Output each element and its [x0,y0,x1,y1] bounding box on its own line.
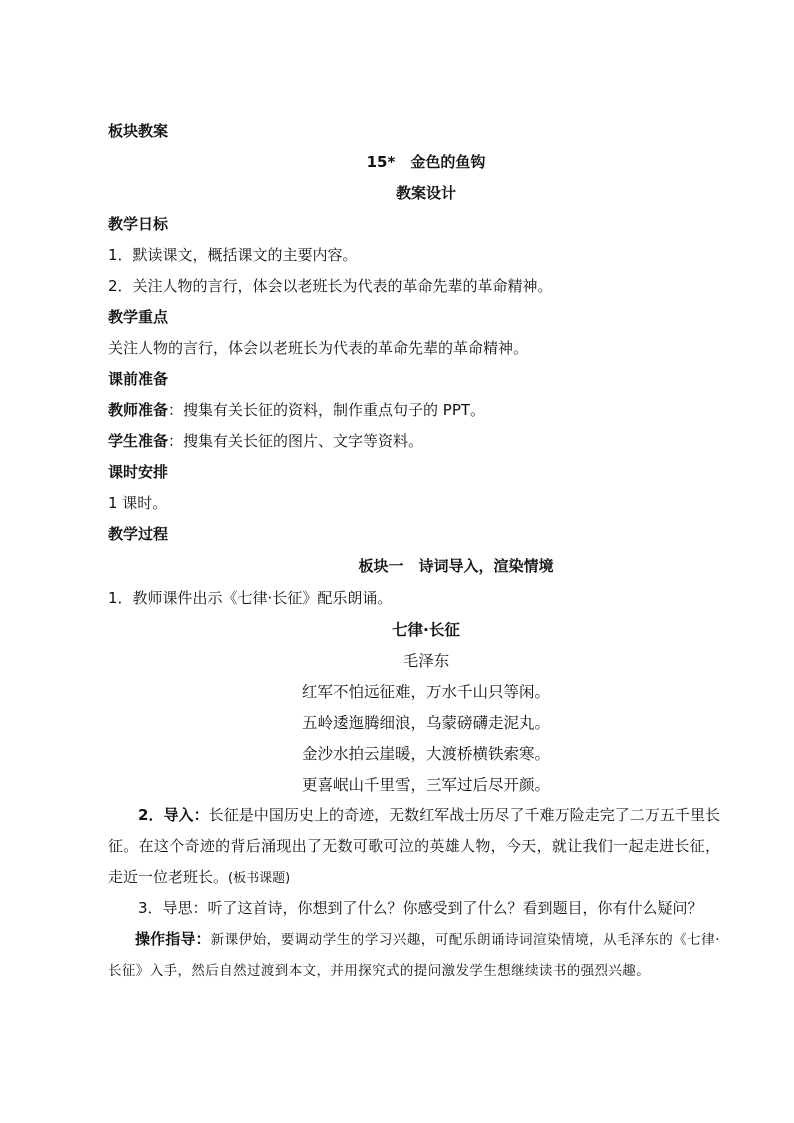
student-prep [108,431,720,451]
student-prep-text: ：搜集有关长征的图片、文字等资料。 [168,432,424,450]
schedule-heading: 课时安排 [108,463,169,481]
guide-paragraph [108,924,720,987]
poem-title: 七律·长征 [392,621,460,639]
poem-author: 毛泽东 [402,652,450,670]
poem-line-2: 五岭逶迤腾细浪，乌蒙磅礴走泥丸。 [301,714,550,732]
doc-header: 板块教案 [108,122,169,140]
objective-item-1: 1．默读课文，概括课文的主要内容。 [108,246,358,264]
step2-note: (板书课题) [228,871,291,886]
teacher-prep [108,400,720,420]
objective-item-2: 2．关注人物的言行，体会以老班长为代表的革命先辈的革命精神。 [108,277,553,295]
teacher-prep-text: ：搜集有关长征的资料，制作重点句子的 PPT。 [168,401,486,419]
prep-heading: 课前准备 [108,370,169,388]
poem-line-3: 金沙水拍云崖暖，大渡桥横铁索寒。 [301,745,550,763]
key-point-text: 关注人物的言行，体会以老班长为代表的革命先辈的革命精神。 [108,339,529,357]
poem-line-1: 红军不怕远征难，万水千山只等闲。 [301,683,550,701]
step2-paragraph [108,800,720,894]
key-heading: 教学重点 [108,308,169,326]
lesson-subtitle: 教案设计 [395,184,456,202]
objectives-heading: 教学日标 [108,215,169,233]
step3-paragraph: 3．导思：听了这首诗，你想到了什么？你感受到了什么？看到题目，你有什么疑问？ [138,899,703,917]
step2-text: 长征是中国历史上的奇迹，无数红军战士历尽了千难万险走完了二万五千里长征。在这个奇迹的背后涌现出了无数可歌可泣的英雄人物，今天，就让我们一起走进长征，走近一位老班长。 [108,806,721,886]
guide-text: 新课伊始，要调动学生的学习兴趣，可配乐朗诵诗词渲染情境，从毛泽东的《七律·长征》入手，然后自然过渡到本文，并用探究式的提问激发学生想继续读书的强烈兴趣。 [108,932,720,979]
guide-label: 操作指导： [135,930,211,948]
step2-label: 2．导入： [138,806,209,824]
schedule-text: 1 课时。 [108,494,168,512]
section1-title: 板块一 诗词导入，渲染情境 [358,557,554,575]
student-prep-label: 学生准备 [108,432,169,450]
poem-line-4: 更喜岷山千里雪，三军过后尽开颜。 [301,776,550,794]
step1-text: 1．教师课件出示《七律·长征》配乐朗诵。 [108,589,393,607]
lesson-title: 15* 金色的鱼钩 [366,153,486,171]
teacher-prep-label: 教师准备 [108,401,169,419]
process-heading: 教学过程 [108,525,169,543]
